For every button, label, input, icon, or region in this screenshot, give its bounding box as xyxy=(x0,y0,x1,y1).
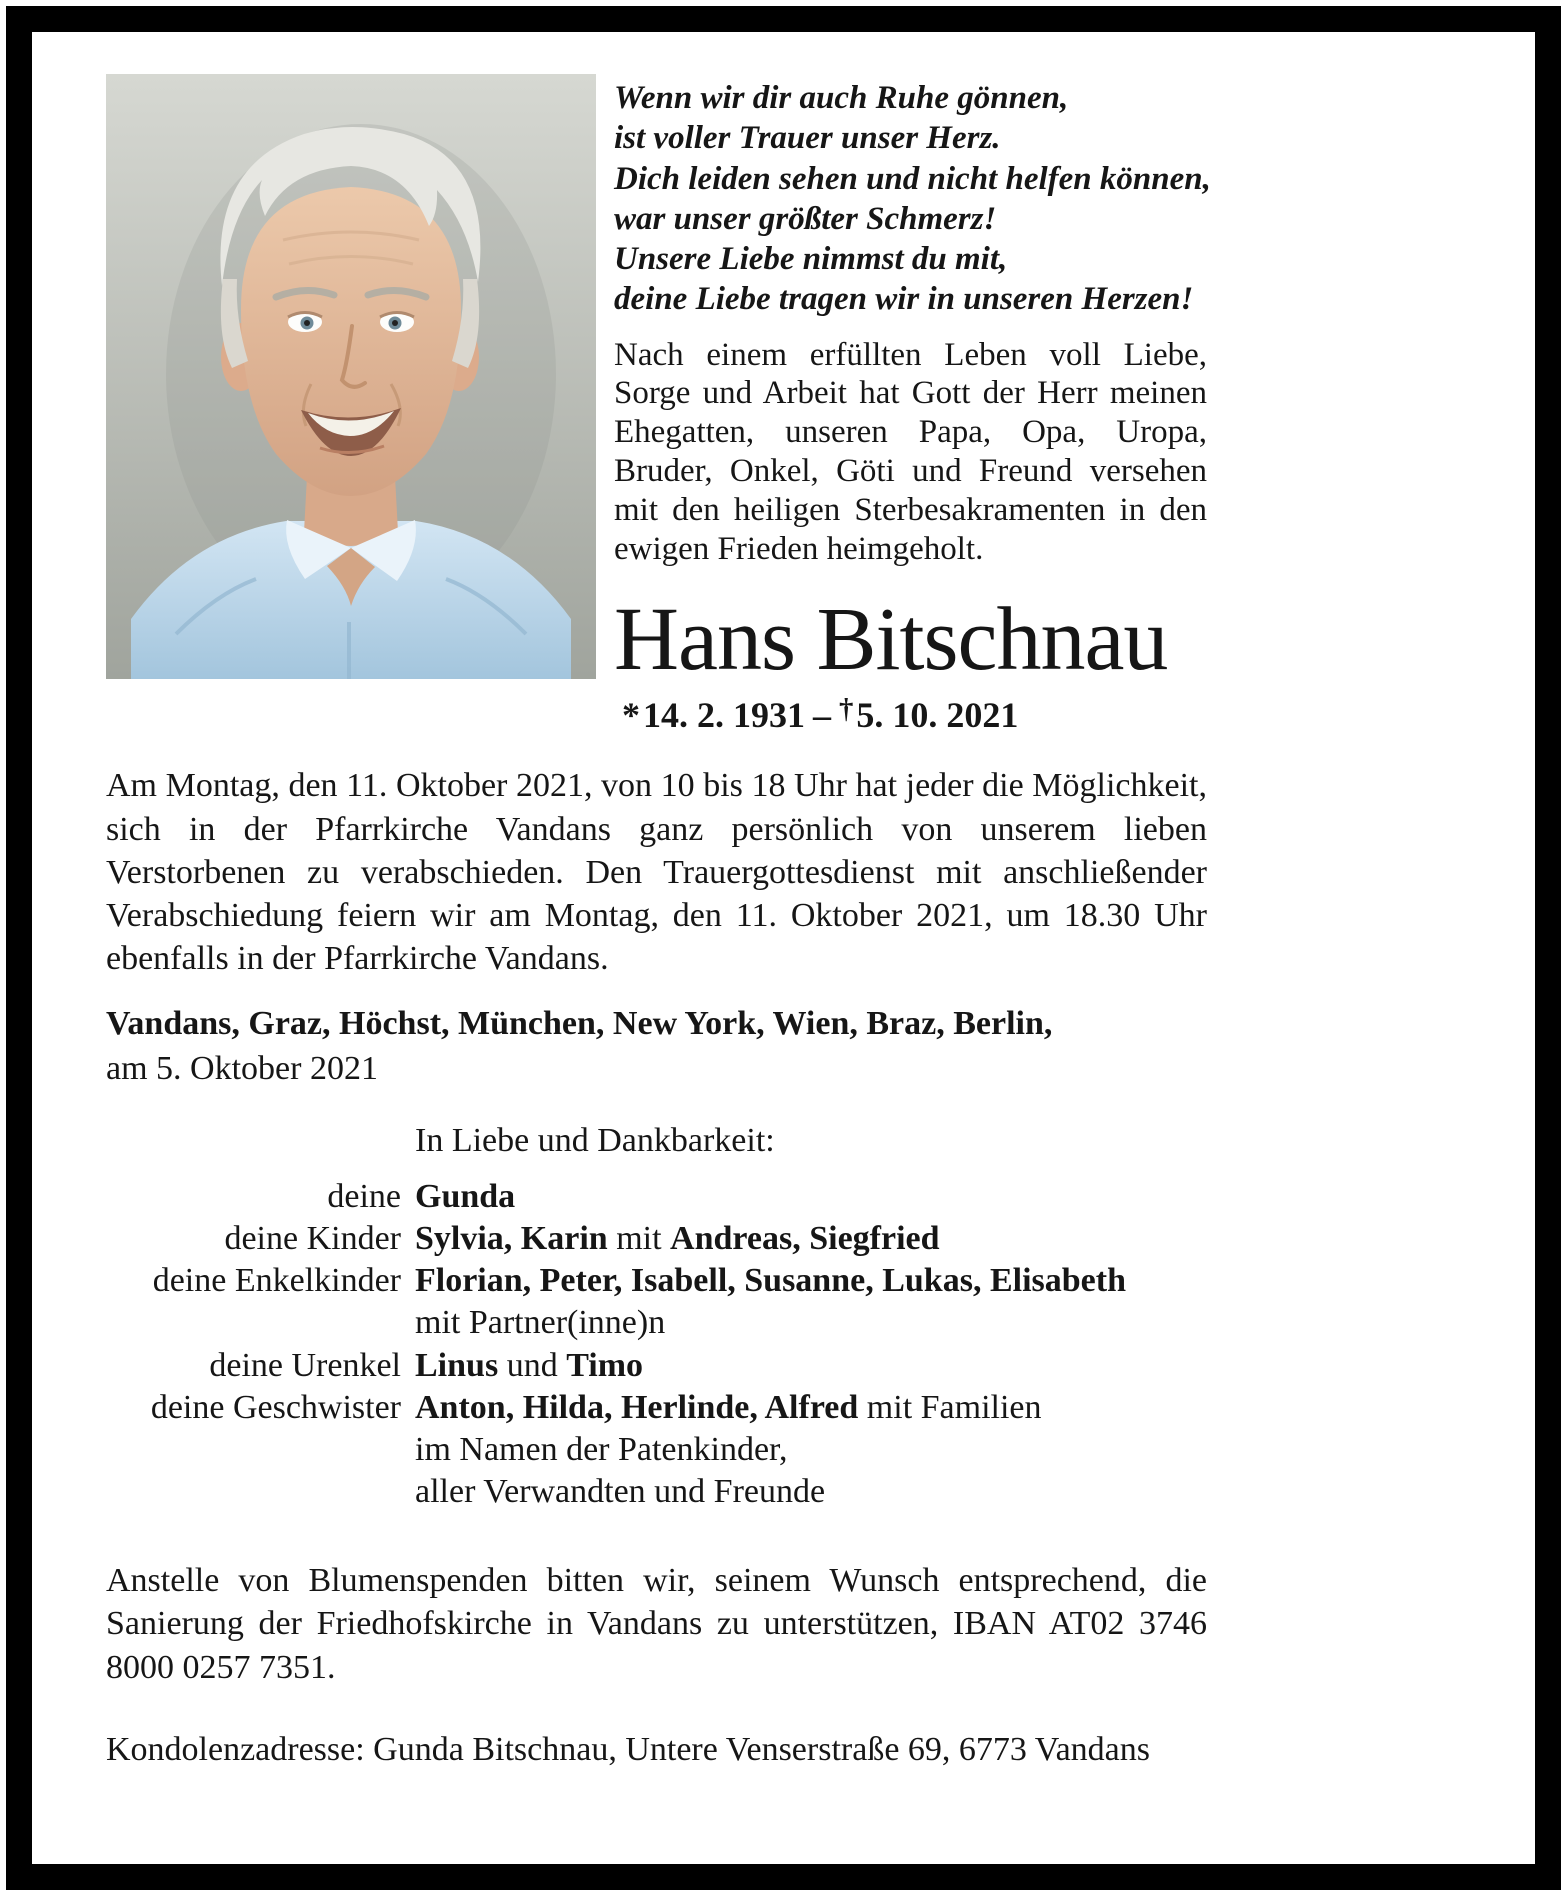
family-row-label xyxy=(106,1471,401,1513)
top-section xyxy=(106,74,1211,736)
birth-date: 14. 2. 1931 xyxy=(643,695,805,736)
right-column xyxy=(614,74,1211,736)
family-row-value: Gunda xyxy=(415,1177,516,1215)
dates-separator: – xyxy=(813,695,831,736)
family-row xyxy=(106,1302,1207,1344)
family-row-value: mit Partner(inne)n xyxy=(415,1304,666,1342)
family-list xyxy=(106,1176,1207,1513)
notice-date: am 5. Oktober 2021 xyxy=(106,1050,378,1088)
family-row xyxy=(106,1176,1207,1218)
family-row-value: Florian, Peter, Isabell, Susanne, Lukas, Elisabeth xyxy=(415,1262,1126,1300)
donation-paragraph: Anstelle von Blumenspenden bitten wir, seinem Wunsch entsprechend, die Sanierung der Friedhofskirche in Vandans zu unterstützen, IBAN AT02 3746 8000 0257 7351. xyxy=(106,1562,1207,1686)
poem-line: Unsere Liebe nimmst du mit, xyxy=(614,241,1008,277)
family-row-value: Sylvia, Karin mit Andreas, Siegfried xyxy=(415,1220,940,1258)
family-row xyxy=(106,1218,1207,1260)
portrait-illustration xyxy=(106,74,596,679)
family-row xyxy=(106,1345,1207,1387)
family-row-value: Anton, Hilda, Herlinde, Alfred mit Familien xyxy=(415,1388,1042,1426)
obituary-content xyxy=(32,32,1535,1864)
funeral-schedule: Am Montag, den 11. Oktober 2021, von 10 bis 18 Uhr hat jeder die Möglichkeit, sich in der Pfarrkirche Vandans ganz persönlich von unserem lieben Verstorbenen zu verabschieden. Den Trauergottesdienst mit anschließender Verabschiedung feiern wir am Montag, den 11. Oktober 2021, um 18.30 Uhr ebenfalls in der Pfarrkirche Vandans. xyxy=(106,767,1207,978)
poem-line: ist voller Trauer unser Herz. xyxy=(614,120,1001,157)
places-block xyxy=(106,1002,1207,1092)
intro-paragraph: Nach einem erfüllten Leben voll Liebe, Sorge und Arbeit hat Gott der Herr meinen Ehegatten, unseren Papa, Opa, Uropa, Bruder, Onkel, Göti und Freund versehen mit den heiligen Sterbesakramenten in den ewigen Frieden heimgeholt. xyxy=(614,336,1207,568)
death-date: 5. 10. 2021 xyxy=(856,695,1019,736)
condolence-address: Kondolenzadresse: Gunda Bitschnau, Untere Venserstraße 69, 6773 Vandans xyxy=(106,1730,1150,1768)
family-row-label: deine Urenkel xyxy=(209,1346,401,1384)
poem-line: war unser größter Schmerz! xyxy=(614,200,997,237)
family-row xyxy=(106,1260,1207,1302)
family-row-value: im Namen der Patenkinder, xyxy=(415,1430,788,1468)
birth-symbol: * xyxy=(622,695,640,736)
deceased-name: Hans Bitschnau xyxy=(614,590,1168,690)
family-locations: Vandans, Graz, Höchst, München, New York, Wien, Braz, Berlin, xyxy=(106,1005,1053,1043)
life-dates xyxy=(614,693,1207,736)
family-row-label: deine Geschwister xyxy=(150,1388,401,1426)
family-row xyxy=(106,1387,1207,1429)
family-row xyxy=(106,1471,1207,1513)
death-symbol: † xyxy=(839,693,854,726)
closing-heading: In Liebe und Dankbarkeit: xyxy=(415,1121,775,1159)
family-row-label: deine Kinder xyxy=(224,1220,401,1258)
family-row-label xyxy=(106,1429,401,1471)
family-row-label: deine Enkelkinder xyxy=(152,1262,401,1300)
family-row xyxy=(106,1429,1207,1471)
portrait-photo xyxy=(106,74,596,679)
memorial-poem xyxy=(614,78,1211,320)
family-row-label: deine xyxy=(327,1177,401,1215)
poem-line: Dich leiden sehen und nicht helfen können, xyxy=(614,160,1211,197)
poem-line: deine Liebe tragen wir in unseren Herzen! xyxy=(614,281,1194,318)
black-frame xyxy=(6,6,1561,1890)
family-row-label xyxy=(106,1302,401,1344)
family-row-value: aller Verwandten und Freunde xyxy=(415,1473,826,1511)
poem-line: Wenn wir dir auch Ruhe gönnen, xyxy=(614,80,1069,116)
family-row-value: Linus und Timo xyxy=(415,1346,644,1384)
